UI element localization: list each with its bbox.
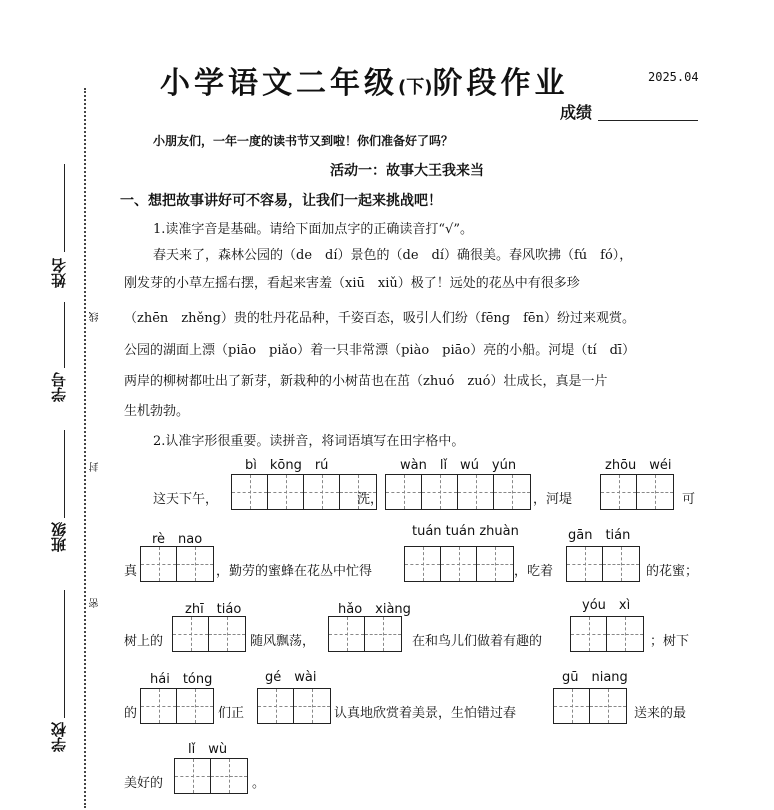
school-label: 学校 <box>50 722 68 752</box>
sentence-text: 的花蜜； <box>646 564 699 579</box>
student-id-label: 学号 <box>50 372 68 402</box>
sentence-text: 随风飘荡， <box>250 634 316 649</box>
tianzige-grid[interactable] <box>140 546 214 582</box>
sentence-text: 们正 <box>218 706 245 721</box>
q1-line: 刚发芽的小草左摇右摆，看起来害羞（xiū xiǔ）极了！远处的花丛中有很多珍 <box>124 276 580 291</box>
cut-mark-secret: 密 <box>90 598 101 608</box>
tianzige-grid[interactable] <box>231 474 377 510</box>
tianzige-grid[interactable] <box>566 546 640 582</box>
page-title <box>160 58 568 102</box>
tianzige-grid[interactable] <box>385 474 531 510</box>
tianzige-grid[interactable] <box>570 616 644 652</box>
q1-line: 两岸的柳树都吐出了新芽，新栽种的小树苗也在茁（zhuó zuó）壮成长，真是一片 <box>124 374 608 389</box>
binding-dotted-line <box>84 88 86 808</box>
q1-line: （zhēn zhěng）贵的牡丹花品种，千姿百态，吸引人们纷（fēng fēn）纷过来观赏。 <box>124 311 635 326</box>
class-field[interactable] <box>64 430 65 518</box>
sentence-text: 。 <box>252 776 266 791</box>
tianzige-grid[interactable] <box>174 758 248 794</box>
pinyin-label: hǎo xiàng <box>338 602 411 617</box>
class-label: 班级 <box>50 522 68 552</box>
sentence-text: ，河堤 <box>533 492 573 507</box>
q2-prompt: 2.认准字形很重要。读拼音，将词语填写在田字格中。 <box>153 434 465 449</box>
student-id-field[interactable] <box>64 302 65 368</box>
q1-line: 公园的湖面上漂（piāo piǎo）着一只非常漂（piào piāo）亮的小船。河堤（tí dī） <box>124 343 636 358</box>
q1-line: 春天来了，森林公园的（de dí）景色的（de dí）确很美。春风吹拂（fú fó）， <box>153 248 633 263</box>
name-label: 姓名 <box>50 258 68 288</box>
title-tail: 阶段作业 <box>432 66 569 101</box>
section-heading: 一、想把故事讲好可不容易，让我们一起来挑战吧！ <box>120 193 442 209</box>
pinyin-label: zhī tiáo <box>185 602 242 617</box>
sentence-text: 美好的 <box>124 776 164 791</box>
sentence-text: ；树下 <box>650 634 690 649</box>
tianzige-grid[interactable] <box>328 616 402 652</box>
pinyin-label: hái tóng <box>150 672 213 687</box>
title-volume: (下) <box>398 77 433 98</box>
sentence-text: 在和鸟儿们做着有趣的 <box>412 634 543 649</box>
sentence-text: 真 <box>124 564 138 579</box>
name-field[interactable] <box>64 164 65 252</box>
q1-line: 生机勃勃。 <box>124 404 190 419</box>
sentence-text: 送来的最 <box>634 706 687 721</box>
tianzige-grid[interactable] <box>600 474 674 510</box>
pinyin-label: yóu xì <box>582 598 631 613</box>
activity-title: 活动一：故事大王我来当 <box>330 163 484 179</box>
pinyin-label: zhōu wéi <box>605 458 672 473</box>
sentence-text: 可 <box>682 492 696 507</box>
pinyin-label: gān tián <box>568 528 631 543</box>
score-field[interactable] <box>598 120 698 121</box>
pinyin-label: bì kōng rú <box>245 458 329 473</box>
sentence-text: 这天下午， <box>153 492 219 507</box>
date-label: 2025.04 <box>648 70 699 84</box>
sentence-text: 洗， <box>357 492 384 507</box>
sentence-text: ，勤劳的蜜蜂在花丛中忙得 <box>216 564 373 579</box>
pinyin-label: lǐ wù <box>188 742 228 757</box>
sentence-text: 树上的 <box>124 634 164 649</box>
pinyin-label: tuán tuán zhuàn <box>412 524 519 539</box>
intro-text: 小朋友们，一年一度的读书节又到啦！你们准备好了吗？ <box>153 134 454 148</box>
tianzige-grid[interactable] <box>172 616 246 652</box>
cut-mark-line: 线 <box>90 312 101 322</box>
pinyin-label: gū niang <box>562 670 628 685</box>
score-label: 成绩 <box>560 103 593 122</box>
title-main: 小学语文二年级 <box>160 66 398 101</box>
school-field[interactable] <box>64 590 65 718</box>
tianzige-grid[interactable] <box>140 688 214 724</box>
sentence-text: 认真地欣赏着美景，生怕错过春 <box>334 706 517 721</box>
sentence-text: ，吃着 <box>514 564 554 579</box>
pinyin-label: rè nao <box>152 532 203 547</box>
pinyin-label: gé wài <box>265 670 317 685</box>
cut-mark-seal: 封 <box>90 462 101 472</box>
tianzige-grid[interactable] <box>257 688 331 724</box>
tianzige-grid[interactable] <box>553 688 627 724</box>
tianzige-grid[interactable] <box>404 546 514 582</box>
sentence-text: 的 <box>124 706 138 721</box>
q1-prompt: 1.读准字音是基础。请给下面加点字的正确读音打“√”。 <box>153 222 473 237</box>
pinyin-label: wàn lǐ wú yún <box>400 458 517 473</box>
